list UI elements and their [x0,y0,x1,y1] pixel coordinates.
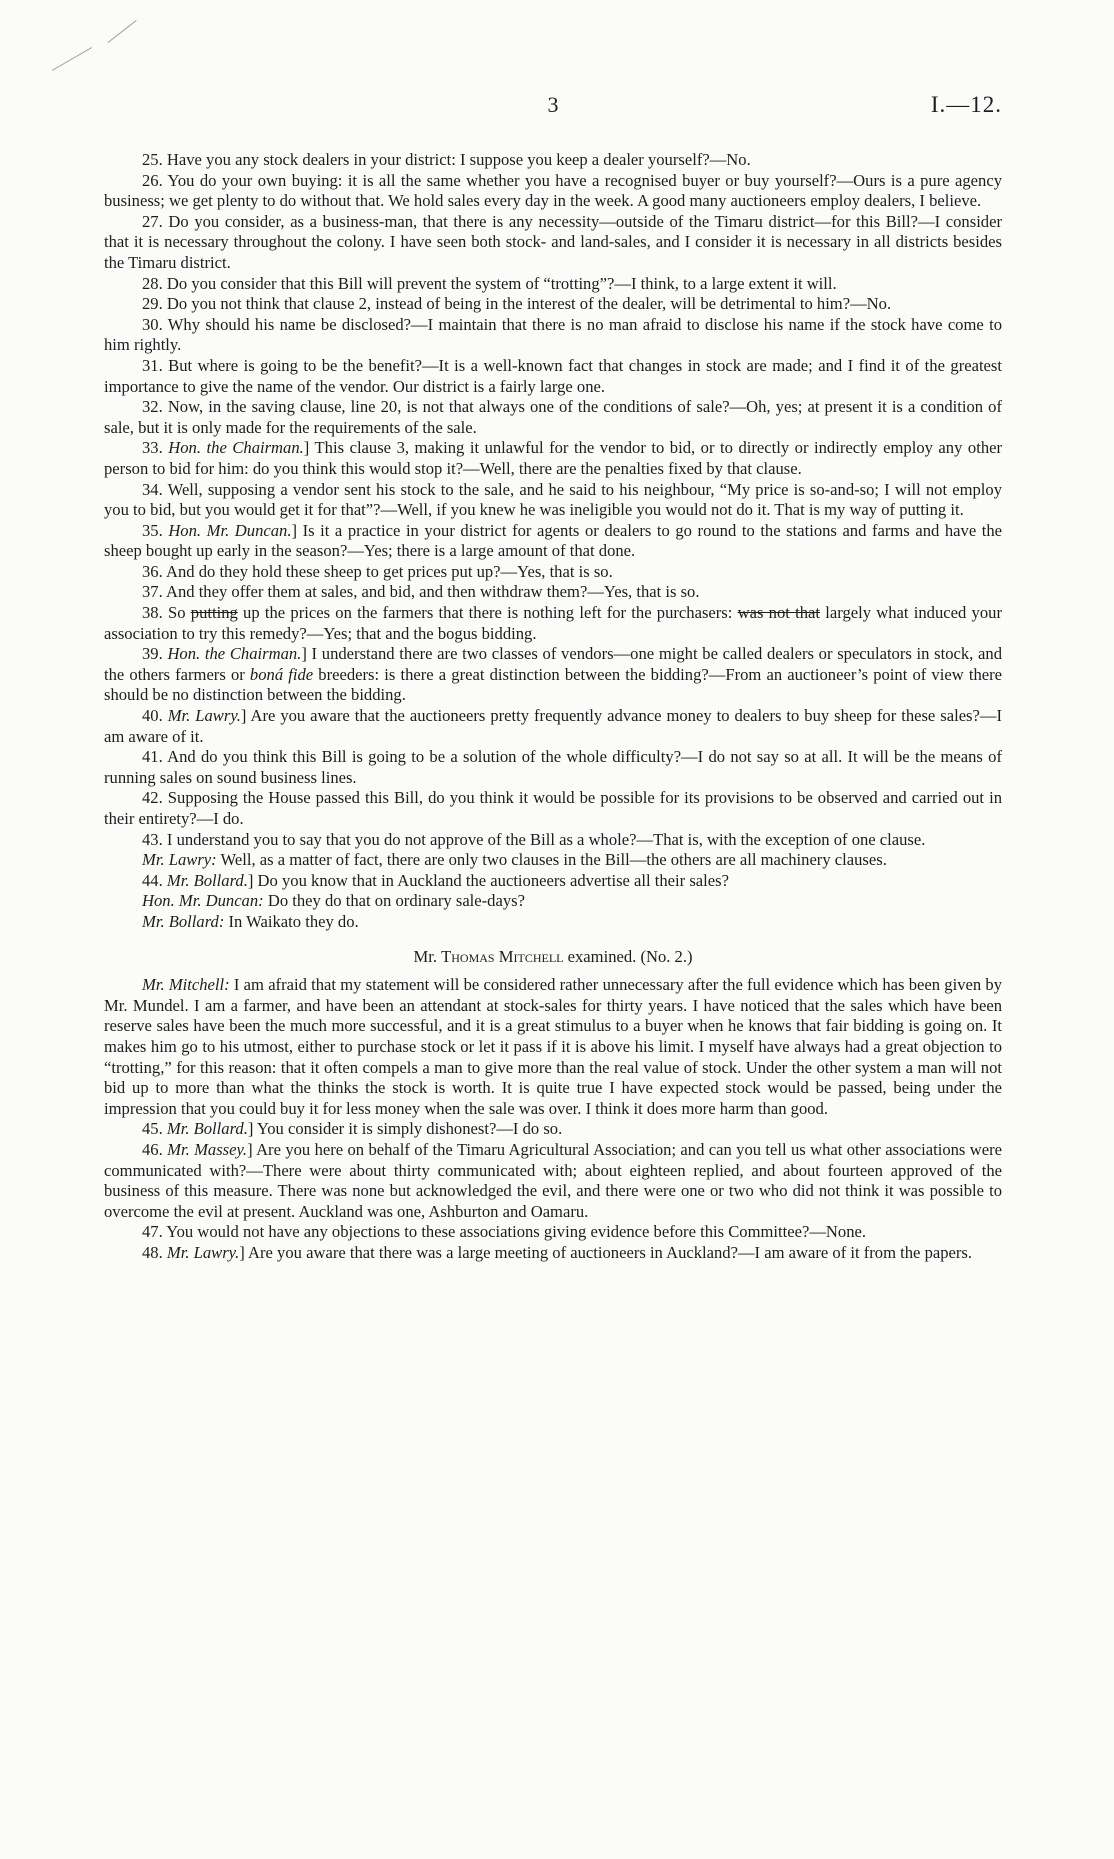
question-paragraph [104,830,1002,851]
question-paragraph [104,171,1002,212]
paragraph-text: 41. And do you think this Bill is going to be a solution of the whole difficulty?—I do not say so at all. It will be the means of running sales on sound business lines. [104,747,1002,787]
paragraph-text: 30. Why should his name be disclosed?—I maintain that there is no man afraid to disclose his name if the stock have come to him rightly. [104,314,1002,355]
paragraph-text: In Waikato they do. [224,911,359,931]
paragraph-text: ] I understand there are two classes of vendors—one might be called dealers or speculators in stock, and the others farmers or [104,644,1003,684]
speaker-name: Hon. the Chairman. [167,644,302,664]
question-paragraph [104,850,1002,871]
question-paragraph [104,294,1002,315]
speaker-name: Mr. Lawry: [142,850,217,870]
speaker-name: Hon. Mr. Duncan. [168,520,292,540]
emphasis-text: boná fide [249,664,314,684]
scan-mark [108,20,137,43]
paragraph-text: 46. [142,1139,168,1159]
question-paragraph [104,438,1002,479]
paragraph-text: examined. (No. 2.) [563,946,693,966]
paragraph-text: ] Are you here on behalf of the Timaru Agricultural Association; and can you tell us what other associations were communicated with?—There were about thirty communicated with; about eighteen replied, and about fourteen approved of the business of this measure. There was none but acknowledged the evil, and there were one or two who did not think it was possible to overcome the evil at present. Auckland was one, Ashburton and Oamaru. [104,1139,1002,1221]
paragraph-text: ] You consider it is simply dishonest?—I do so. [247,1119,563,1139]
question-paragraph [104,521,1002,562]
question-paragraph [104,871,1002,892]
speaker-name: Mr. Lawry. [167,706,241,726]
paragraph-text: largely what induced your association to try this remedy?—Yes; that and the bogus bidding. [104,603,1002,643]
question-paragraph [104,480,1002,521]
question-paragraph [104,891,1002,912]
speaker-name: Hon. Mr. Duncan: [142,891,264,911]
paragraph-text: Do they do that on ordinary sale-days? [263,891,525,911]
question-paragraph [104,150,1002,171]
paragraph-text: Mr. [413,946,442,966]
question-paragraph [104,1119,1002,1140]
page-header [104,92,1002,122]
paragraph-text: 39. [142,644,168,664]
paragraph-text: 28. Do you consider that this Bill will prevent the system of “trotting”?—I think, to a large extent it will. [142,273,837,293]
paragraph-text: 44. [142,870,167,890]
question-paragraph [104,603,1002,644]
paragraph-text: 27. Do you consider, as a business-man, that there is any necessity—outside of the Timaru district—for this Bill?—I consider that it is necessary throughout the colony. I have seen both stock- and land-sales, and I consider it is necessary in all districts besides the Timaru district. [104,211,1002,272]
document-body [104,150,1002,1263]
speaker-name: Mr. Lawry. [166,1242,240,1262]
paragraph-text: 26. You do your own buying: it is all the same whether you have a recognised buyer or buy yourself?—Ours is a pure agency business; we get plenty to do without that. We hold sales every day in the week. A good many auctioneers employ dealers, I believe. [104,170,1002,211]
question-paragraph [104,644,1002,706]
struck-text: putting [190,603,238,623]
question-paragraph [104,562,1002,583]
witness-name: Thomas Mitchell [441,946,564,966]
paragraph-text: ] Are you aware that there was a large meeting of auctioneers in Auckland?—I am aware of it from the papers. [239,1242,973,1262]
paragraph-text: 25. Have you any stock dealers in your district: I suppose you keep a dealer yourself?—No. [142,150,751,169]
question-paragraph [104,912,1002,933]
paragraph-text: 33. [142,438,169,458]
paragraph-text: 40. [142,706,168,726]
paragraph-text: 29. Do you not think that clause 2, instead of being in the interest of the dealer, will be detrimental to him?—No. [142,294,892,314]
paragraph-text: 31. But where is going to be the benefit?—It is a well-known fact that changes in stock are made; and I find it of the greatest importance to give the name of the vendor. Our district is a fairly large one. [104,355,1002,396]
question-paragraph [104,1140,1002,1222]
question-paragraph [104,397,1002,438]
question-paragraph [104,1243,1002,1264]
speaker-name: Mr. Bollard. [166,1119,248,1139]
question-paragraph [104,747,1002,788]
speaker-name: Mr. Bollard. [166,870,248,890]
paragraph-text: 43. I understand you to say that you do not approve of the Bill as a whole?—That is, with the exception of one clause. [142,829,926,849]
question-paragraph [104,788,1002,829]
paragraph-text: 36. And do they hold these sheep to get prices put up?—Yes, that is so. [142,561,613,581]
paragraph-text: 35. [142,520,169,540]
speaker-name: Hon. the Chairman. [168,438,304,458]
paragraph-text: 48. [142,1242,167,1262]
paragraph-text: up the prices on the farmers that there is nothing left for the purchasers: [237,603,738,623]
question-paragraph [104,706,1002,747]
paragraph-text: I am afraid that my statement will be considered rather unnecessary after the full evidence which has been given by Mr. Mundel. I am a farmer, and have been an attendant at stock-sales for thirty years. I have noticed that the sales which have been reserve sales have been the much more successful, and it is a great stimulus to a buyer when he knows that fair bidding is going on. It makes him go to his utmost, either to purchase stock or let it pass if it is above his limit. I myself have always had a great objection to “trotting,” for this reason: that it often compels a man to give more than the real value of stock. Under the other system a man will not bid up to more than what the thinks the stock is worth. It is quite true I have expected stock would be passed, being under the impression that you could buy it for less money when the sale was over. I think it does more harm than good. [104,975,1002,1118]
scan-mark [52,47,92,71]
question-paragraph [104,1222,1002,1243]
paragraph-text: 37. And they offer them at sales, and bid, and then withdraw them?—Yes, that is so. [142,582,700,602]
paragraph-text: ] Do you know that in Auckland the auctioneers advertise all their sales? [247,870,729,890]
question-paragraph [104,315,1002,356]
paragraph-text: ] Are you aware that the auctioneers pretty frequently advance money to dealers to buy sheep for these sales?—I am aware of it. [104,706,1003,746]
paragraph-text: Well, as a matter of fact, there are only two clauses in the Bill—the others are all machinery clauses. [216,850,887,870]
paragraph-text: 38. So [142,603,191,623]
paragraph-text: ] This clause 3, making it unlawful for the vendor to bid, or to directly or indirectly employ any other person to bid for him: do you think this would stop it?—Well, there are the penalties fixed by that clause. [104,438,1003,478]
question-paragraph [104,212,1002,274]
paragraph-text: breeders: is there a great distinction between the bidding?—From an auctioneer’s point of view there should be no distinction between the bidding. [104,664,1002,705]
section-heading [104,947,1002,968]
document-reference: I.—12. [930,92,1002,117]
paragraph-text: 45. [142,1119,167,1139]
speaker-name: Mr. Mitchell: [142,975,230,995]
paragraph-text: 47. You would not have any objections to these associations giving evidence before this Committee?—None. [142,1222,866,1242]
paragraph-text: 32. Now, in the saving clause, line 20, is not that always one of the conditions of sale?—Oh, yes; at present it is a condition of sale, but it is only made for the requirements of the sale. [104,397,1002,437]
paragraph-text: 34. Well, supposing a vendor sent his stock to the sale, and he said to his neighbour, “My price is so-and-so; I will not employ you to bid, but you would get it for that”?—Well, if you knew he was ineligible you would not do it. That is my way of putting it. [104,479,1002,520]
question-paragraph [104,356,1002,397]
speaker-name: Mr. Bollard: [142,911,225,931]
question-paragraph [104,274,1002,295]
struck-text: was not that [737,603,821,623]
speaker-name: Mr. Massey. [167,1139,248,1159]
question-paragraph [104,582,1002,603]
page-number: 3 [547,92,559,117]
paragraph-text: 42. Supposing the House passed this Bill, do you think it would be possible for its provisions to be observed and carried out in their entirety?—I do. [104,788,1002,828]
paragraph-text: ] Is it a practice in your district for agents or dealers to go round to the stations and farms and have the sheep bought up early in the season?—Yes; there is a large amount of that done. [104,520,1003,561]
question-paragraph [104,975,1002,1119]
